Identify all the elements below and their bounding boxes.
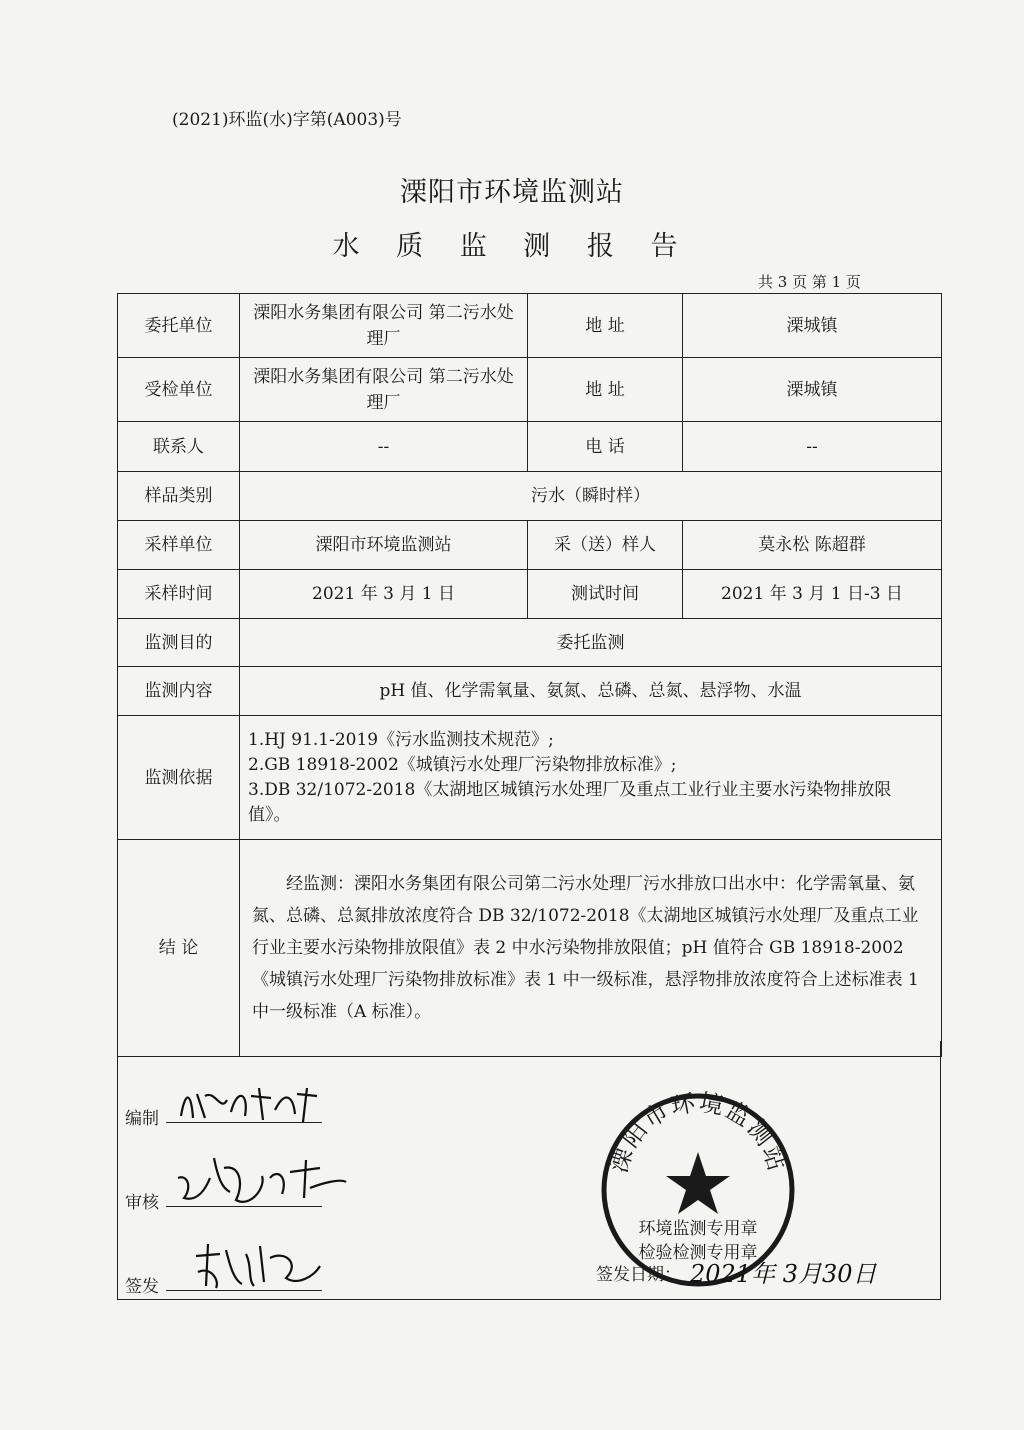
sampling-time-value: 2021 年 3 月 1 日: [240, 570, 528, 619]
sampler-label: 采（送）样人: [528, 521, 683, 570]
page-info: 共 3 页 第 1 页: [758, 273, 861, 291]
seal-bottom-text: 检验检测专用章: [638, 1243, 758, 1263]
row-sampling-unit: [118, 521, 942, 570]
station-title: 溧阳市环境监测站: [400, 177, 624, 208]
compiler-label: 编制: [125, 1109, 159, 1129]
seal-top-text: 溧阳市环境监测站: [604, 1090, 792, 1176]
inspected-address-label: 地 址: [528, 358, 683, 422]
conclusion-body: 经监测：溧阳水务集团有限公司第二污水处理厂污水排放口出水中：化学需氧量、氨氮、总磷、总氮排放浓度符合 DB 32/1072-2018《太湖地区城镇污水处理厂及重点工业行业主要水污染物排放限值》表 2 中水污染物排放限值；pH 值符合 GB 18918-2002《城镇污水处理厂污染物排放标准》表 1 中一级标准，悬浮物排放浓度符合上述标准表 1 中一级标准（A 标准）。: [252, 874, 919, 1022]
row-contact: [118, 422, 942, 472]
content-label: 监测内容: [118, 667, 240, 716]
sampling-time-label: 采样时间: [118, 570, 240, 619]
issue-date: 2021年 3月30日: [690, 1260, 877, 1288]
content-value: pH 值、化学需氧量、氨氮、总磷、总氮、悬浮物、水温: [240, 667, 942, 716]
client-address-value: 溧城镇: [683, 294, 942, 358]
conclusion-text: [240, 840, 942, 1057]
sample-type-label: 样品类别: [118, 472, 240, 521]
sample-type-value: 污水（瞬时样）: [240, 472, 942, 521]
basis-label: 监测依据: [118, 716, 240, 840]
report-title: 水 质 监 测 报 告: [332, 231, 692, 262]
row-content: [118, 667, 942, 716]
inspected-label: 受检单位: [118, 358, 240, 422]
row-client: [118, 294, 942, 358]
sampling-unit-value: 溧阳市环境监测站: [240, 521, 528, 570]
purpose-label: 监测目的: [118, 619, 240, 667]
contact-value: --: [240, 422, 528, 472]
row-sample-type: [118, 472, 942, 521]
client-value: 溧阳水务集团有限公司 第二污水处理厂: [240, 294, 528, 358]
conclusion-label: 结 论: [118, 840, 240, 1057]
row-basis: [118, 716, 942, 840]
seal-middle-text: 环境监测专用章: [638, 1219, 758, 1239]
row-inspected: [118, 358, 942, 422]
basis-item: 3.DB 32/1072-2018《太湖地区城镇污水处理厂及重点工业行业主要水污染物排放限值》。: [248, 779, 892, 825]
sampler-value: 莫永松 陈超群: [683, 521, 942, 570]
reviewer-signature: [170, 1148, 350, 1218]
row-purpose: [118, 619, 942, 667]
client-label: 委托单位: [118, 294, 240, 358]
issue-date-label: 签发日期：: [596, 1265, 681, 1285]
basis-item: 1.HJ 91.1-2019《污水监测技术规范》;: [248, 729, 554, 750]
compiler-signature: [175, 1082, 325, 1126]
row-sampling-time: [118, 570, 942, 619]
test-time-value: 2021 年 3 月 1 日-3 日: [683, 570, 942, 619]
issuer-label: 签发: [125, 1277, 159, 1297]
sampling-unit-label: 采样单位: [118, 521, 240, 570]
phone-value: --: [683, 422, 942, 472]
inspected-address-value: 溧城镇: [683, 358, 942, 422]
purpose-value: 委托监测: [240, 619, 942, 667]
doc-number: (2021)环监(水)字第(A003)号: [172, 110, 402, 130]
inspected-value: 溧阳水务集团有限公司 第二污水处理厂: [240, 358, 528, 422]
contact-label: 联系人: [118, 422, 240, 472]
report-table: [117, 293, 942, 1057]
seal-star-icon: [666, 1152, 730, 1214]
test-time-label: 测试时间: [528, 570, 683, 619]
row-conclusion: [118, 840, 942, 1057]
issuer-signature: [190, 1236, 330, 1294]
basis-item: 2.GB 18918-2002《城镇污水处理厂污染物排放标准》;: [248, 754, 677, 775]
client-address-label: 地 址: [528, 294, 683, 358]
reviewer-label: 审核: [125, 1193, 159, 1213]
basis-list: [240, 716, 942, 840]
phone-label: 电 话: [528, 422, 683, 472]
